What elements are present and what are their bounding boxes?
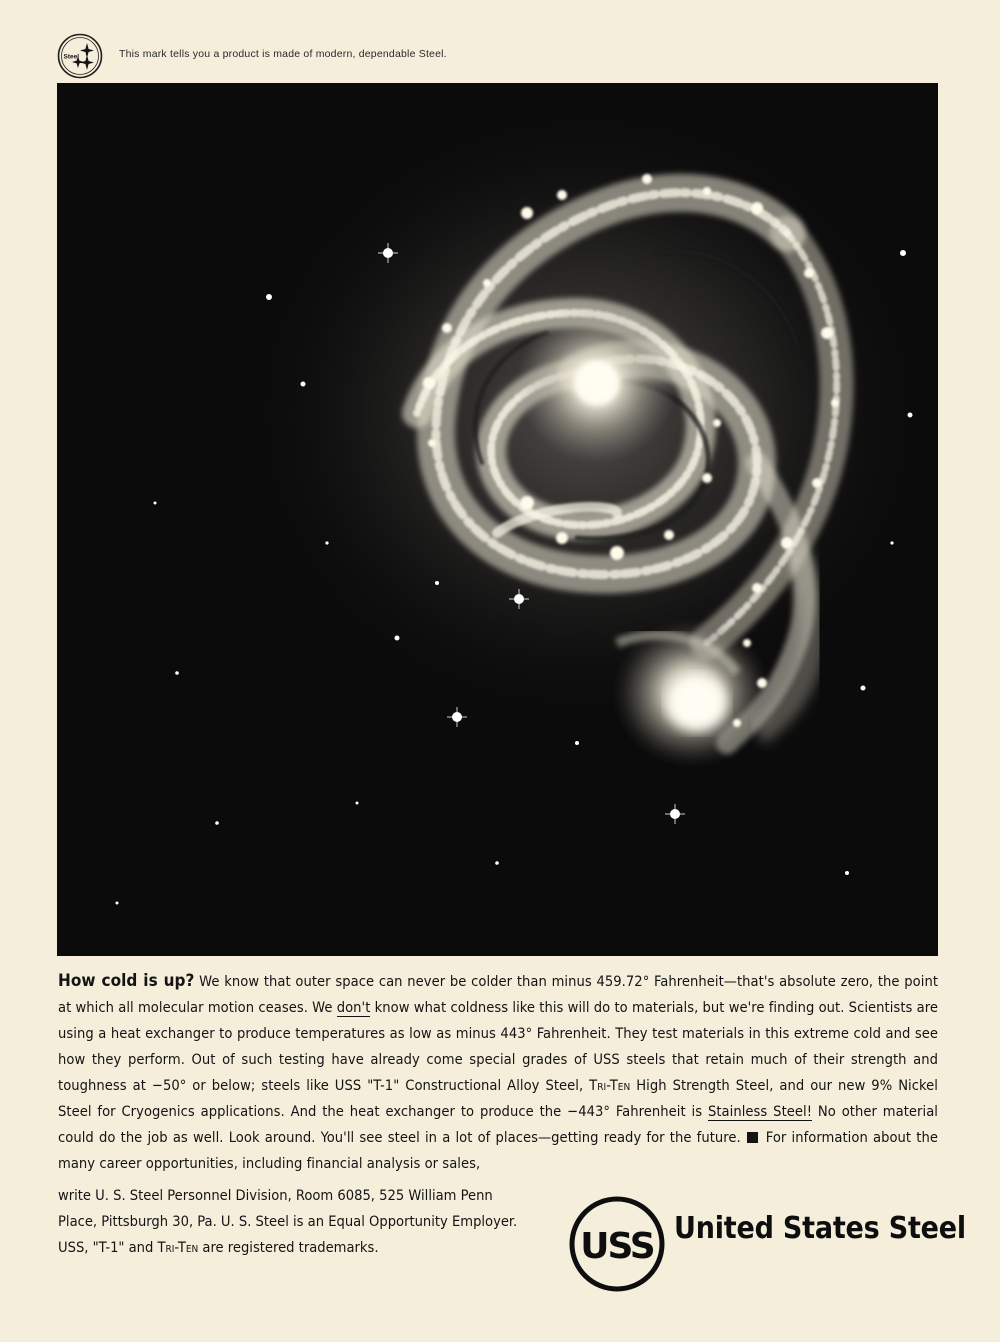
trademark-line xyxy=(58,1235,558,1261)
contact-copy xyxy=(58,1183,558,1261)
body-text-5: For information about the many career opportunities, including financial analysis or sales, xyxy=(58,1129,938,1172)
body-text-3: High Strength Steel, and our new 9% Nickel Steel for Cryogenics applications. And the heat exchanger to produce the −443° Fahrenheit is xyxy=(58,1077,938,1120)
body-text-1: We know that outer space can never be colder than minus 459.72° Fahrenheit—that's absolute zero, the point at which all molecular motion ceases. We xyxy=(58,973,939,1016)
body-text-4: No other material could do the job as well. Look around. You'll see steel in a lot of places—getting ready for the future. xyxy=(58,1103,938,1146)
tri-ten-mark: Tri-Ten xyxy=(589,1077,631,1094)
tri-ten-mark-2: Tri-Ten xyxy=(157,1239,199,1256)
section-bullet xyxy=(747,1132,758,1143)
body-text-2: know what coldness like this will do to materials, but we're finding out. Scientists are using a heat exchanger to produce temperatures as low as minus 443° Fahrenheit. They test materials in this extreme cold and see how they perform. Out of such testing have already come special grades of USS steels that retain much of their strength and toughness at −50° or below; steels like USS "T-1" Constructional Alloy Steel, xyxy=(58,999,938,1094)
trademark-text-a: USS, "T-1" and xyxy=(58,1239,158,1256)
steelmark-logo xyxy=(57,33,103,79)
trademark-text-b: are registered trademarks. xyxy=(198,1239,379,1256)
emphasis-stainless-steel: Stainless Steel! xyxy=(707,1103,813,1120)
emphasis-dont: don't xyxy=(336,999,371,1016)
steelmark-tagline: This mark tells you a product is made of modern, dependable Steel. xyxy=(119,48,447,60)
uss-monogram: USS xyxy=(580,1226,654,1267)
galaxy-photo xyxy=(57,83,938,956)
contact-line-1: write U. S. Steel Personnel Division, Room 6085, 525 William Penn xyxy=(58,1187,493,1204)
uss-logo xyxy=(569,1196,665,1292)
brand-name: United States Steel xyxy=(674,1211,966,1246)
contact-line-2: Place, Pittsburgh 30, Pa. U. S. Steel is an Equal Opportunity Employer. xyxy=(58,1213,518,1230)
body-copy xyxy=(58,968,938,1177)
steelmark-text: Steel xyxy=(63,53,80,61)
headline: How cold is up? xyxy=(58,971,195,991)
